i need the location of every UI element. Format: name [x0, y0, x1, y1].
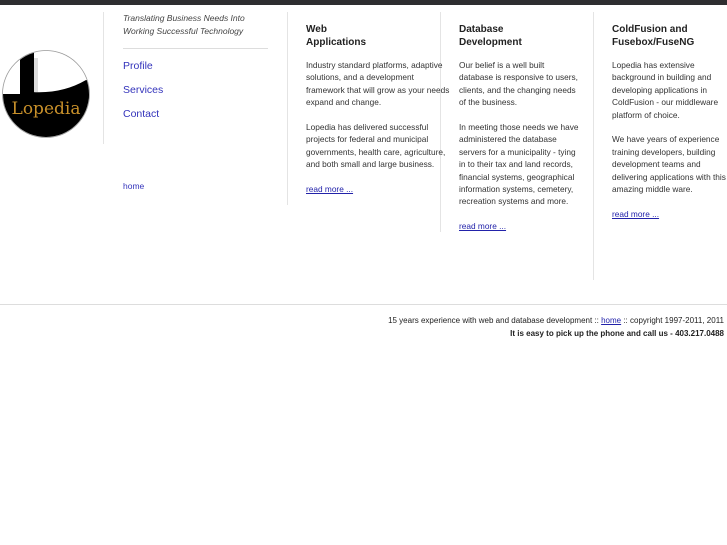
column-title: ColdFusion and Fusebox/FuseNG [612, 24, 695, 48]
separator [123, 48, 268, 49]
column-title: Web Applications [306, 24, 367, 48]
read-more-link[interactable]: read more ... [459, 221, 507, 232]
column-text: Lopedia has delivered successful projects for federal and municipal governments, health care, agriculture, and both small and large business. [306, 122, 446, 170]
column-text: Industry standard platforms, adaptive solutions, and a development framework that will grow as your needs expand and change. [306, 60, 450, 108]
nav-services[interactable]: Services [123, 84, 164, 96]
footer-line [388, 316, 724, 325]
read-more-link[interactable]: read more ... [306, 184, 354, 195]
divider [593, 12, 594, 280]
tagline-line: Translating Business Needs Into [123, 13, 245, 23]
read-more-link[interactable]: read more ... [612, 208, 660, 219]
footer-copyright: :: copyright 1997-2011, 2011 [621, 316, 724, 325]
divider [287, 12, 288, 205]
column-database-development [459, 24, 579, 233]
column-text: In meeting those needs we have administered the database servers for a municipality - tying in to their tax and land records, financial systems, geographical information systems, cemetery, recreation systems and more. [459, 122, 579, 207]
column-web-applications [306, 24, 452, 195]
top-bar [0, 0, 727, 5]
column-text: We have years of experience training developers, building development teams and delivering applications with this amazing middle ware. [612, 134, 726, 195]
tagline-line: Working Successful Technology [123, 25, 244, 36]
home-link[interactable]: home [123, 181, 145, 191]
nav-contact[interactable]: Contact [123, 108, 160, 120]
lopedia-logo[interactable] [2, 50, 90, 138]
footer-text: 15 years experience with web and database development :: [388, 316, 602, 325]
column-text: Lopedia has extensive background in building and developing applications in ColdFusion - our middleware platform of choice. [612, 60, 719, 120]
nav-profile[interactable]: Profile [123, 60, 153, 72]
svg-text:Lopedia: Lopedia [11, 99, 81, 119]
divider [103, 12, 104, 144]
column-title: Database Development [459, 24, 522, 48]
column-text: Our belief is a well built database is responsive to users, clients, and the changing needs of the business. [459, 60, 578, 108]
footer-home-link[interactable]: home [601, 316, 622, 325]
tagline [123, 12, 245, 37]
column-coldfusion [612, 24, 727, 220]
footer-separator [0, 304, 727, 305]
footer-phone: It is easy to pick up the phone and call us - 403.217.0488 [510, 329, 724, 338]
